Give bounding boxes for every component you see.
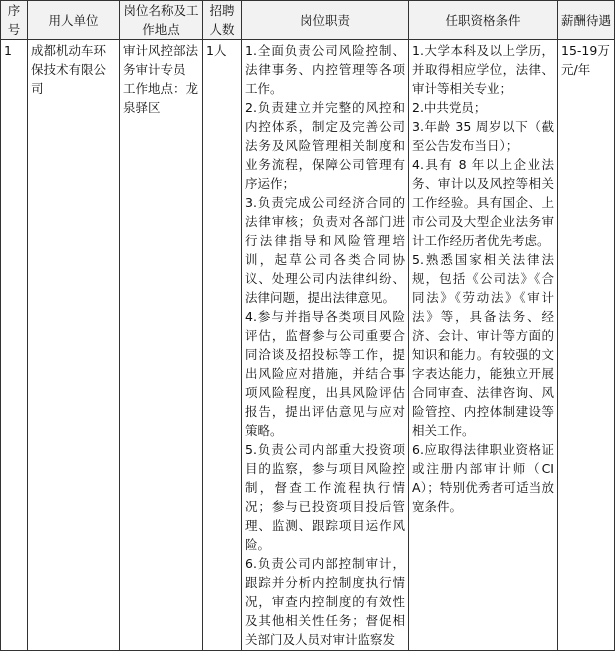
duty-item: 2.负责建立并完整的风控和内控体系，制定及完善公司法务及风险管理相关制度和业务流程，保障公司管理有序运作；: [245, 100, 405, 191]
position-name: 审计风控部法务审计专员: [123, 43, 199, 77]
duty-item: 6.负责公司内部控制审计，跟踪并分析内控制度执行情况，审查内控制度的有效性及其他相关性任务；督促相关部门及人员对审计监察发: [245, 556, 405, 647]
duty-item: 4.参与并指导各类项目风险评估，监督参与公司重要合同洽谈及招投标等工作，提出风险应对措施，并结合事项风险程度，出具风险评估报告，提出评估意见与应对策略。: [245, 309, 405, 438]
requirement-item: 2.中共党员；: [412, 100, 487, 115]
header-duties: 岗位职责: [242, 1, 409, 40]
header-unit: 用人单位: [28, 1, 120, 40]
duty-item: 1.全面负责公司风险控制、法律事务、内控管理等各项工作。: [245, 43, 405, 96]
table-row: [1, 40, 615, 651]
requirement-item: 1.大学本科及以上学历，并取得相应学位，法律、审计等相关专业；: [412, 43, 554, 96]
duty-item: 5.负责公司内部重大投资项目的监察，参与项目风险控制，督查工作流程执行情况；参与已投资项目投后管理、监测、跟踪项目运作风险。: [245, 442, 405, 552]
header-salary: 薪酬待遇: [558, 1, 615, 40]
work-location: 工作地点：龙泉驿区: [123, 81, 199, 115]
requirement-item: 6.应取得法律职业资格证或注册内部审计师（CIA）；特别优秀者可适当放宽条件。: [412, 442, 554, 514]
cell-position: [120, 40, 203, 651]
header-row: [1, 1, 615, 40]
requirement-item: 3.年龄 35 周岁以下（截至公告发布当日）；: [412, 119, 554, 153]
cell-salary: 15-19万元/年: [558, 40, 615, 651]
requirement-item: 5.熟悉国家相关法律法规，包括《公司法》《合同法》《劳动法》《审计法》等，具备法务、经济、会计、审计等方面的知识和能力。有较强的文字表达能力，能独立开展合同审查、法律咨询、风险管控、内控体制建设等相关工作。: [412, 252, 554, 438]
cell-unit: 成都机动车环保技术有限公司: [28, 40, 120, 651]
cell-count: 1人: [203, 40, 242, 651]
requirement-item: 4.具有 8 年以上企业法务、审计以及风控等相关工作经验。具有国企、上市公司及大型企业法务审计工作经历者优先考虑。: [412, 157, 554, 248]
header-position: 岗位名称及工作地点: [120, 1, 203, 40]
cell-no: 1: [1, 40, 28, 651]
cell-requirements: [409, 40, 558, 651]
duty-item: 3.负责完成公司经济合同的法律审核；负责对各部门进行法律指导和风险管理培训，起草公司各类合同协议、处理公司内法律纠纷、法律问题，提出法律意见。: [245, 195, 405, 305]
cell-duties: [242, 40, 409, 651]
header-requirements: 任职资格条件: [409, 1, 558, 40]
header-no: 序号: [1, 1, 28, 40]
header-count: 招聘人数: [203, 1, 242, 40]
